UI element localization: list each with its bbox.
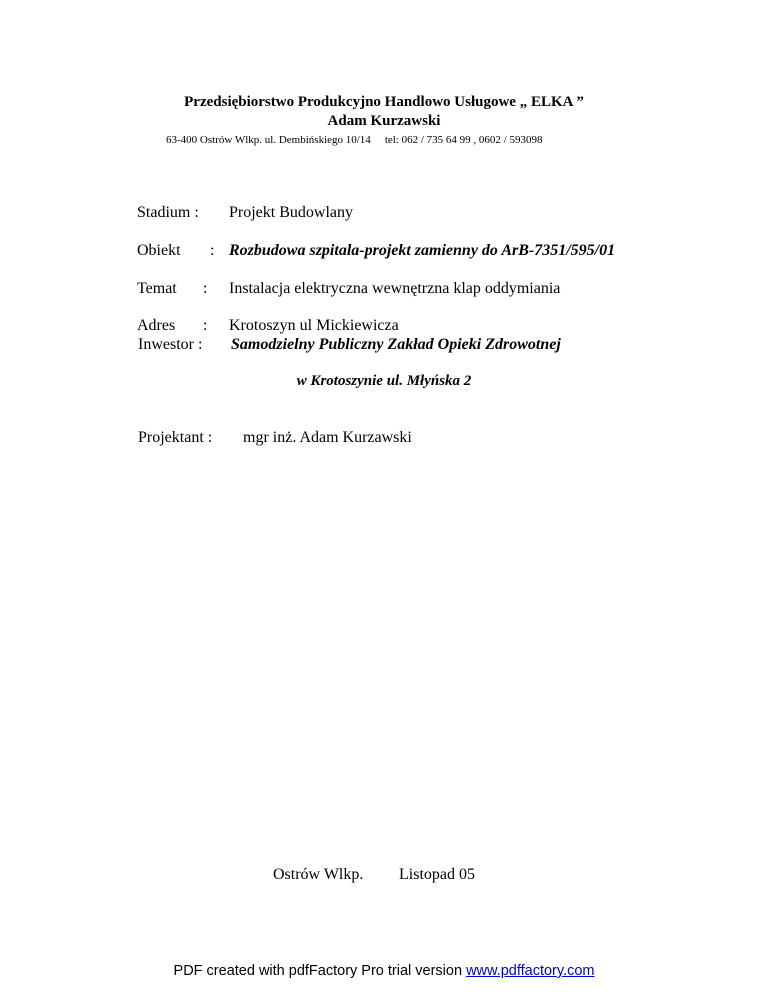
footer-text: PDF created with pdfFactory Pro trial version	[173, 963, 467, 979]
temat-label: Temat	[137, 280, 177, 297]
inwestor-label: Inwestor :	[138, 336, 203, 353]
adres-colon: :	[203, 317, 208, 334]
closing-place: Ostrów Wlkp.	[273, 866, 364, 883]
obiekt-value: Rozbudowa szpitala-projekt zamienny do ArB-7351/595/01	[229, 242, 616, 259]
temat-colon: :	[203, 280, 208, 297]
adres-label: Adres	[137, 317, 176, 334]
stadium-label: Stadium :	[137, 204, 199, 221]
inwestor-value: Samodzielny Publiczny Zakład Opieki Zdrowotnej	[231, 336, 561, 353]
inwestor-address: w Krotoszynie ul. Młyńska 2	[296, 373, 472, 389]
projektant-label: Projektant :	[138, 429, 213, 446]
company-address: 63-400 Ostrów Wlkp. ul. Dembińskiego 10/14	[166, 134, 371, 146]
contact-line	[166, 134, 542, 146]
obiekt-label: Obiekt	[137, 242, 181, 259]
owner-name: Adam Kurzawski	[327, 113, 441, 129]
pdf-footer	[0, 963, 768, 979]
company-phone: tel: 062 / 735 64 99 , 0602 / 593098	[384, 134, 543, 146]
footer-link[interactable]: www.pdffactory.com	[466, 963, 595, 979]
adres-value: Krotoszyn ul Mickiewicza	[229, 317, 399, 334]
closing-date: Listopad 05	[399, 866, 475, 883]
obiekt-colon: :	[210, 242, 215, 259]
projektant-value: mgr inż. Adam Kurzawski	[243, 429, 412, 446]
temat-value: Instalacja elektryczna wewnętrzna klap oddymiania	[229, 280, 561, 297]
company-name: Przedsiębiorstwo Produkcyjno Handlowo Usługowe „ ELKA ”	[184, 94, 584, 110]
stadium-value: Projekt Budowlany	[229, 204, 353, 221]
